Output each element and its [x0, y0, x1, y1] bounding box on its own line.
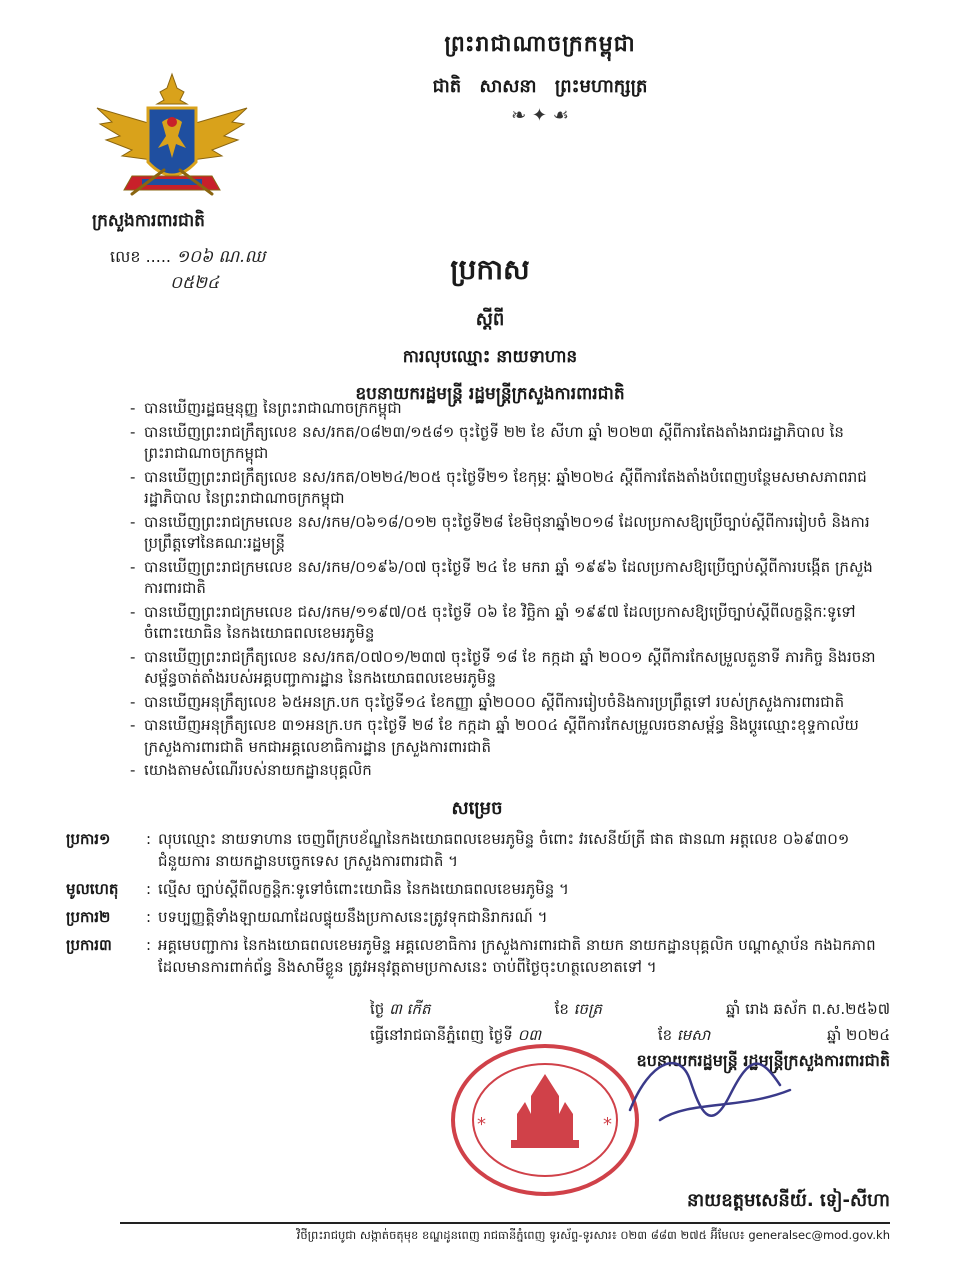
article-label: មូលហេតុ: [66, 880, 119, 898]
ministry-emblem-icon: [92, 70, 252, 210]
place-prefix: ធ្វើនៅរាជធានីភ្នំពេញ ថ្ងៃទី: [370, 1026, 513, 1044]
list-item: - បានឃើញព្រះរាជក្រមលេខ នស/រកម/០១៩៦/០៧ ចុះថ្ងៃទី ២៤ ខែ មករា ឆ្នាំ ១៩៩៦ ដែលប្រកាសឱ្យប្រើច្បាប់ស្តីពីការបង្កើត ក្រសួងការពារជាតិ: [128, 557, 888, 600]
document-about: ស្តីពី: [475, 309, 505, 330]
article-label: ប្រការ១: [66, 830, 111, 848]
lunar-month: ចេត្រ: [573, 1000, 602, 1018]
footer-contact: វិថីព្រះរាជបូជា សង្កាត់ចតុមុខ ខណ្ឌដូនពេញ រាជធានីភ្នំពេញ ទូរស័ព្ទ-ទូរសារ៖ ០២៣ ៨៨៣ ២៧៥ អ៊ីមែល៖ generalsec@mod.gov.kh: [296, 1228, 890, 1242]
list-item: - បានឃើញអនុក្រឹត្យលេខ ៣១អនក្រ.បក ចុះថ្ងៃទី ២៨ ខែ កក្កដា ឆ្នាំ ២០០៤ ស្តីពីការកែសម្រួលរចនាសម្ព័ន្ធ និងប្តូរឈ្មោះខុទ្ទកាល័យ ក្រសួងការពារជាតិ មកជាអគ្គលេខាធិការដ្ឋាន ក្រសួងការពារជាតិ: [128, 715, 888, 758]
footer-divider: [120, 1222, 890, 1224]
date-month: មេសា: [676, 1026, 711, 1044]
svg-text:*: *: [603, 1114, 612, 1135]
decision-heading: សម្រេច: [451, 798, 503, 819]
kingdom-name: ព្រះរាជាណាចក្រកម្ពុជា: [444, 32, 636, 57]
ornament-divider: ❧ ✦ ☙: [511, 105, 569, 126]
lunar-year: ឆ្នាំ រោង ឆស័ក ព.ស.២៥៦៧: [726, 1000, 890, 1018]
article-label: ប្រការ២: [66, 908, 111, 926]
lunar-prefix: ថ្ងៃ: [370, 1000, 385, 1018]
lunar-month-prefix: ខែ: [554, 1000, 569, 1018]
signature-icon: [620, 1040, 800, 1150]
article-text: លុបឈ្មោះ នាយទាហាន ចេញពីក្របខ័ណ្ឌនៃកងយោធពលខេមរភូមិន្ទ ចំពោះ វរសេនីយ៍ត្រី ផាត ផានណា អត្តលេខ ០៦៩៣០១ ជំនួយការ នាយកដ្ឋានបច្ចេកទេស ក្រសួងការពារជាតិ ។: [158, 830, 850, 870]
list-item: - បានឃើញព្រះរាជក្រឹត្យលេខ នស/រកត/០២២៤/២០៥ ចុះថ្ងៃទី២១ ខែកុម្ភៈ ឆ្នាំ២០២៤ ស្តីពីការតែងតាំងបំពេញបន្ថែមសមាសភាពរាជរដ្ឋាភិបាល នៃព្រះរាជាណាចក្រកម្ពុជា: [128, 467, 888, 510]
article-reason: មូលហេតុ : ល្មើស ច្បាប់ស្តីពីលក្ខន្តិកៈទូទៅចំពោះយោធិន នៃកងយោធពលខេមរភូមិន្ទ ។: [66, 878, 888, 900]
article-3: ប្រការ៣ : អគ្គមេបញ្ជាការ នៃកងយោធពលខេមរភូមិន្ទ អគ្គលេខាធិការ ក្រសួងការពារជាតិ នាយក នាយកដ្ឋានបុគ្គលិក បណ្តាស្ថាប័ន កងឯកភាព ដែលមានការពាក់ព័ន្ធ និងសាមីខ្លួន ត្រូវអនុវត្តតាមប្រកាសនេះ ចាប់ពីថ្ងៃចុះហត្ថលេខាតទៅ ។: [66, 934, 888, 978]
ministry-name: ក្រសួងការពារជាតិ: [92, 211, 205, 231]
kingdom-header: [300, 30, 780, 126]
signer-title: ឧបនាយករដ្ឋមន្ត្រី រដ្ឋមន្ត្រីក្រសួងការពារជាតិ: [636, 1051, 890, 1070]
article-label: ប្រការ៣: [66, 936, 112, 954]
list-item: - បានឃើញរដ្ឋធម្មនុញ្ញ នៃព្រះរាជាណាចក្រកម្ពុជា: [128, 398, 888, 420]
reference-handwritten-2: ០៥២៤: [170, 273, 219, 293]
list-item: - បានឃើញព្រះរាជក្រមលេខ ជស/រកម/១១៩៧/០៥ ចុះថ្ងៃទី ០៦ ខែ វិច្ឆិកា ឆ្នាំ ១៩៩៧ ដែលប្រកាសឱ្យប្រើច្បាប់ស្តីពីលក្ខន្តិកៈទូទៅចំពោះយោធិន នៃកងយោធពលខេមរភូមិន្ទ: [128, 602, 888, 645]
list-item: - បានឃើញព្រះរាជក្រឹត្យលេខ នស/រកត/០៨២៣/១៥៨១ ចុះថ្ងៃទី ២២ ខែ សីហា ឆ្នាំ ២០២៣ ស្តីពីការតែងតាំងរាជរដ្ឋាភិបាល នៃព្រះរាជាណាចក្រកម្ពុជា: [128, 422, 888, 465]
document-title-block: [200, 252, 780, 408]
national-motto: ជាតិ សាសនា ព្រះមហាក្សត្រ: [432, 76, 648, 97]
date-day: ០៣: [517, 1026, 542, 1044]
decision-articles: [66, 828, 888, 984]
month-prefix: ខែ: [657, 1026, 673, 1044]
signer-name: នាយឧត្តមសេនីយ៍. ទៀ-សីហា: [686, 1190, 890, 1211]
reference-handwritten: ១០៦ ណ.ឈ: [176, 247, 266, 267]
document-issuer: ឧបនាយករដ្ឋមន្ត្រី រដ្ឋមន្ត្រីក្រសួងការពារជាតិ: [355, 384, 625, 404]
article-2: ប្រការ២ : បទប្បញ្ញត្តិទាំងឡាយណាដែលផ្ទុយនឹងប្រកាសនេះត្រូវទុកជានិរាករណ៍ ។: [66, 906, 888, 928]
official-seal-icon: [445, 1040, 645, 1200]
lunar-date: [370, 996, 890, 1022]
article-text: ល្មើស ច្បាប់ស្តីពីលក្ខន្តិកៈទូទៅចំពោះយោធិន នៃកងយោធពលខេមរភូមិន្ទ ។: [158, 880, 569, 898]
svg-text:*: *: [477, 1114, 486, 1135]
article-text: អគ្គមេបញ្ជាការ នៃកងយោធពលខេមរភូមិន្ទ អគ្គលេខាធិការ ក្រសួងការពារជាតិ នាយក នាយកដ្ឋានបុគ្គលិក បណ្តាស្ថាប័ន កងឯកភាព ដែលមានការពាក់ព័ន្ធ និងសាមីខ្លួន ត្រូវអនុវត្តតាមប្រកាសនេះ ចាប់ពីថ្ងៃចុះហត្ថលេខាតទៅ ។: [158, 936, 876, 976]
lunar-day: ៣ កើត: [389, 1000, 431, 1018]
list-item: - បានឃើញព្រះរាជក្រឹត្យលេខ នស/រកត/០៧០១/២៣៧ ចុះថ្ងៃទី ១៨ ខែ កក្កដា ឆ្នាំ ២០០១ ស្តីពីការកែសម្រួលតួនាទី ភារកិច្ច និងរចនាសម្ព័ន្ធចាត់តាំងរបស់អគ្គបញ្ជាការដ្ឋាន នៃកងយោធពលខេមរភូមិន្ទ: [128, 647, 888, 690]
list-item: - បានឃើញព្រះរាជក្រមលេខ នស/រកម/០៦១៨/០១២ ចុះថ្ងៃទី២៨ ខែមិថុនាឆ្នាំ២០១៨ ដែលប្រកាសឱ្យប្រើច្បាប់ស្តីពីការរៀបចំ និងការប្រព្រឹត្តទៅនៃគណៈរដ្ឋមន្ត្រី: [128, 512, 888, 555]
document-title: ប្រកាស: [450, 253, 530, 286]
article-text: បទប្បញ្ញត្តិទាំងឡាយណាដែលផ្ទុយនឹងប្រកាសនេះត្រូវទុកជានិរាករណ៍ ។: [158, 908, 548, 926]
reference-label: លេខ: [110, 247, 141, 266]
considerations-list: [128, 398, 888, 784]
list-item: - បានឃើញអនុក្រឹត្យលេខ ៦៥អនក្រ.បក ចុះថ្ងៃទី១៤ ខែកញ្ញា ឆ្នាំ២០០០ ស្តីពីការរៀបចំនិងការប្រព្រឹត្តទៅ របស់ក្រសួងការពារជាតិ: [128, 692, 888, 714]
document-subject: ការលុបឈ្មោះ នាយទាហាន: [402, 347, 578, 367]
article-1: ប្រការ១ : លុបឈ្មោះ នាយទាហាន ចេញពីក្របខ័ណ្ឌនៃកងយោធពលខេមរភូមិន្ទ ចំពោះ វរសេនីយ៍ត្រី ផាត ផានណា អត្តលេខ ០៦៩៣០១ ជំនួយការ នាយកដ្ឋានបច្ចេកទេស ក្រសួងការពារជាតិ ។: [66, 828, 888, 872]
reference-number: លេខ ..... ១០៦ ណ.ឈ: [110, 247, 266, 267]
list-item: - យោងតាមសំណើរបស់នាយកដ្ឋានបុគ្គលិក: [128, 760, 888, 782]
date-year: ឆ្នាំ ២០២៤: [827, 1026, 890, 1044]
